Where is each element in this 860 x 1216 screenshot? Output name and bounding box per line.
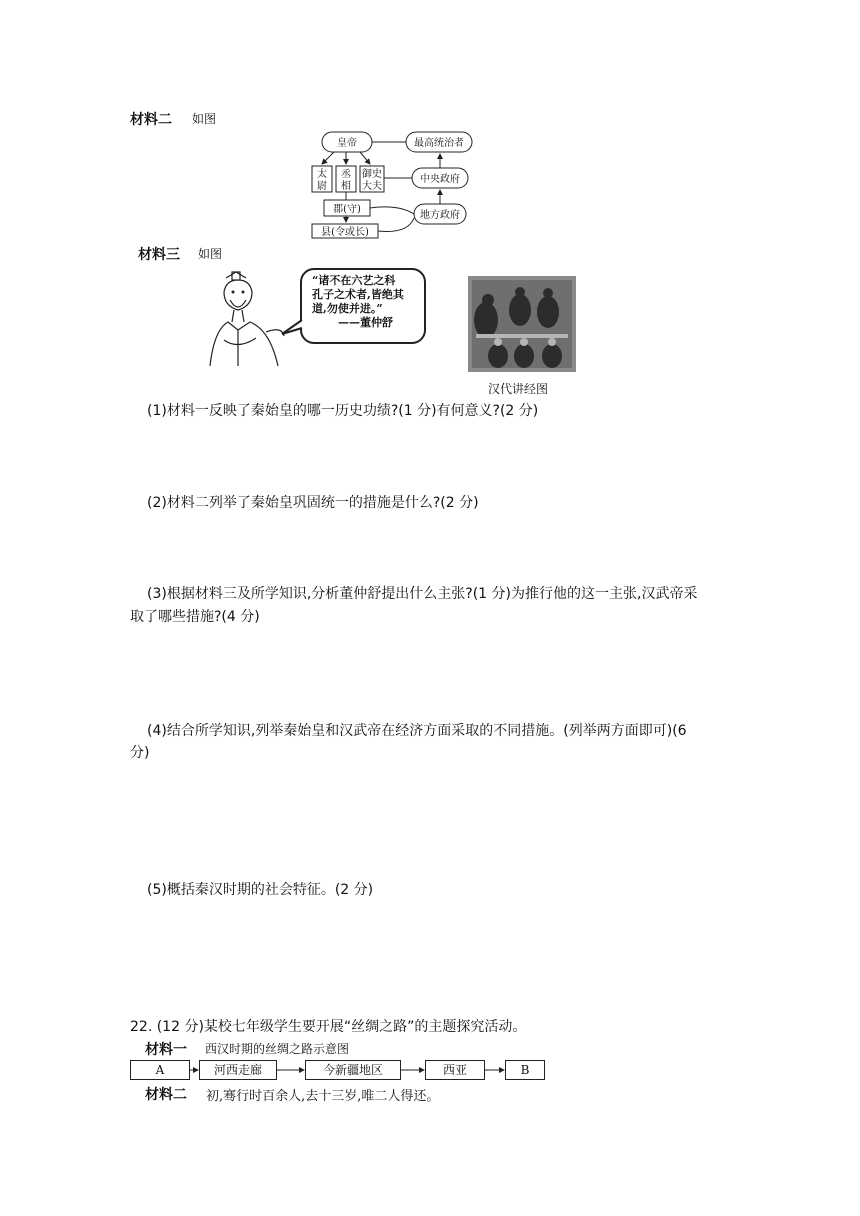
chengxiang-text-1: 丞 bbox=[341, 169, 351, 180]
q22-material2-label: 材料二 bbox=[145, 1087, 187, 1103]
route-box-b: B bbox=[505, 1060, 545, 1080]
question-1: (1)材料一反映了秦始皇的哪一历史功绩?(1 分)有何意义?(2 分) bbox=[147, 403, 539, 419]
question-3-line2: 取了哪些措施?(4 分) bbox=[130, 609, 260, 625]
han-lecture-photo bbox=[468, 276, 576, 372]
route-arrows bbox=[130, 1060, 550, 1080]
question-5: (5)概括秦汉时期的社会特征。(2 分) bbox=[147, 882, 374, 898]
government-structure-diagram bbox=[308, 128, 484, 240]
route-box-hexi: 河西走廊 bbox=[199, 1060, 277, 1080]
xian-text: 县(令或长) bbox=[321, 227, 369, 238]
question-4-line1: (4)结合所学知识,列举秦始皇和汉武帝在经济方面采取的不同措施。(列举两方面即可)(6 bbox=[147, 723, 687, 739]
q22-material2-text: 初,骞行时百余人,去十三岁,唯二人得还。 bbox=[206, 1089, 440, 1104]
question-3-line1: (3)根据材料三及所学知识,分析董仲舒提出什么主张?(1 分)为推行他的这一主张,汉武帝采 bbox=[147, 586, 698, 602]
photo-caption: 汉代讲经图 bbox=[488, 382, 549, 396]
central-text: 中央政府 bbox=[420, 174, 460, 185]
taiwei-text-2: 尉 bbox=[317, 181, 327, 192]
yushi-text-2: 大夫 bbox=[362, 181, 382, 192]
local-text: 地方政府 bbox=[420, 210, 460, 221]
quote-author: ——董仲舒 bbox=[338, 316, 393, 329]
quote-line: 孔子之术者,皆绝其 bbox=[312, 288, 404, 301]
route-box-a: A bbox=[130, 1060, 190, 1080]
supreme-text: 最高统治者 bbox=[414, 138, 464, 149]
q22-material1-label: 材料一 bbox=[145, 1042, 187, 1058]
q22-material1-desc: 西汉时期的丝绸之路示意图 bbox=[205, 1042, 350, 1056]
material3-label: 材料三 bbox=[138, 247, 180, 263]
dong-zhongshu-illustration bbox=[204, 270, 288, 370]
route-box-xinjiang: 今新疆地区 bbox=[305, 1060, 401, 1080]
jun-text: 郡(守) bbox=[333, 204, 361, 215]
chengxiang-text-2: 相 bbox=[341, 181, 351, 192]
material3-desc: 如图 bbox=[198, 247, 223, 261]
question-2: (2)材料二列举了秦始皇巩固统一的措施是什么?(2 分) bbox=[147, 495, 479, 511]
question-4-line2: 分) bbox=[130, 745, 150, 761]
taiwei-text-1: 太 bbox=[317, 169, 327, 180]
bubble-pointer bbox=[280, 318, 306, 338]
quote-text bbox=[312, 274, 404, 330]
question-22-title: 22. (12 分)某校七年级学生要开展“丝绸之路”的主题探究活动。 bbox=[130, 1019, 527, 1035]
yushi-text-1: 御史 bbox=[362, 169, 382, 180]
emperor-text: 皇帝 bbox=[337, 138, 357, 149]
material2-desc: 如图 bbox=[192, 112, 217, 126]
material2-label: 材料二 bbox=[130, 112, 172, 128]
route-box-westasia: 西亚 bbox=[425, 1060, 485, 1080]
quote-line: “诸不在六艺之科 bbox=[312, 274, 396, 287]
quote-line: 道,勿使并进。” bbox=[312, 302, 383, 315]
